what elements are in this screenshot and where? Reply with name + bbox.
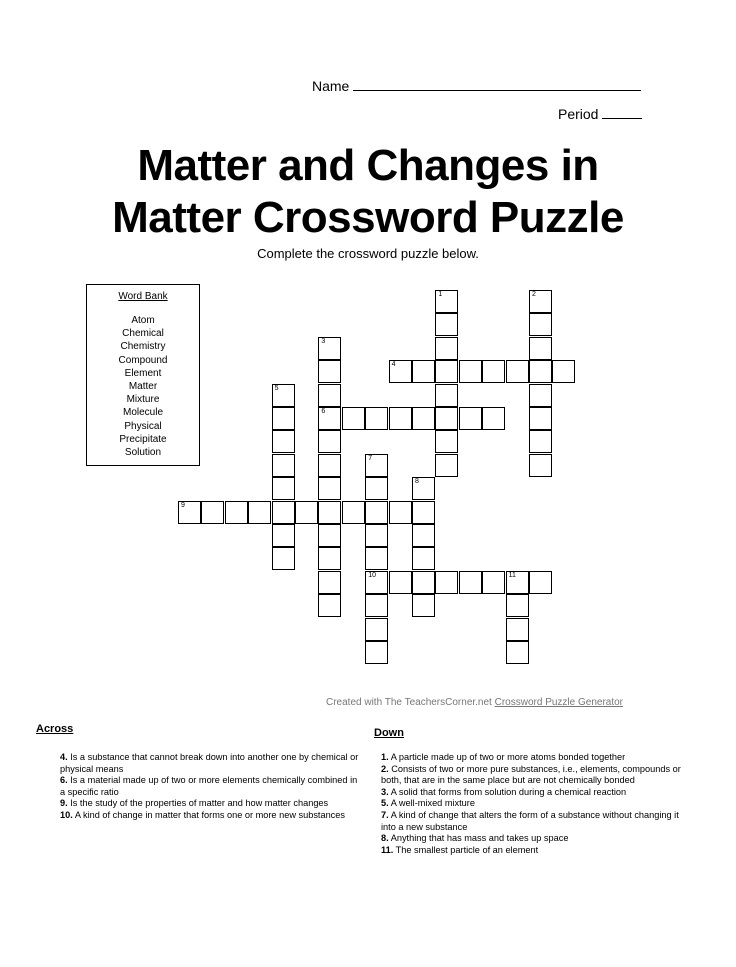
crossword-cell[interactable] <box>365 524 388 547</box>
clue-number-label: 9 <box>181 501 185 509</box>
crossword-cell[interactable] <box>412 501 435 524</box>
crossword-cell[interactable] <box>529 313 552 336</box>
crossword-cell[interactable] <box>318 360 341 383</box>
word-bank-item: Mixture <box>126 394 160 406</box>
crossword-cell[interactable] <box>272 407 295 430</box>
crossword-cell[interactable] <box>365 594 388 617</box>
crossword-cell[interactable] <box>318 407 341 430</box>
clue-text: A particle made up of two or more atoms bonded together <box>390 752 626 762</box>
crossword-cell[interactable] <box>435 454 458 477</box>
word-bank-item: Compound <box>118 354 168 366</box>
crossword-cell[interactable] <box>506 618 529 641</box>
crossword-cell[interactable] <box>365 547 388 570</box>
clue-number: 8. <box>381 833 389 844</box>
crossword-cell[interactable] <box>272 501 295 524</box>
clue-number: 4. <box>60 752 68 762</box>
crossword-cell[interactable] <box>365 477 388 500</box>
clue-number: 2. <box>381 763 389 774</box>
crossword-cell[interactable] <box>529 407 552 430</box>
crossword-cell[interactable] <box>435 571 458 594</box>
clue-number-label: 5 <box>274 384 279 392</box>
crossword-cell[interactable] <box>412 547 435 570</box>
crossword-cell[interactable] <box>342 407 365 430</box>
clue-text: A kind of change in matter that forms one or more new substances <box>74 809 345 820</box>
crossword-cell[interactable] <box>435 337 458 360</box>
crossword-cell[interactable] <box>318 501 341 524</box>
crossword-cell[interactable] <box>412 594 435 617</box>
crossword-cell[interactable] <box>435 313 458 336</box>
clue-item <box>60 810 360 822</box>
credit-line <box>326 697 623 708</box>
clue-text: Is a material made up of two or more elements chemically combined in a specific ratio <box>60 775 358 797</box>
crossword-cell[interactable] <box>435 360 458 383</box>
crossword-cell[interactable] <box>412 524 435 547</box>
crossword-cell[interactable] <box>412 477 435 500</box>
crossword-cell[interactable] <box>389 571 412 594</box>
instructions: Complete the crossword puzzle below. <box>257 246 479 261</box>
across-clues <box>60 752 360 822</box>
crossword-cell[interactable] <box>272 477 295 500</box>
clue-number-label: 11 <box>508 571 516 579</box>
clue-text: Anything that has mass and takes up space <box>390 833 569 844</box>
crossword-cell[interactable] <box>482 360 505 383</box>
clue-text: Consists of two or more pure substances, i.e., elements, compounds or both, that are in the same place but are not chemically bonded <box>381 763 681 786</box>
crossword-cell[interactable] <box>365 618 388 641</box>
word-bank-item: Element <box>124 367 162 379</box>
crossword-cell[interactable] <box>389 501 412 524</box>
crossword-cell[interactable] <box>248 501 271 524</box>
clue-number-label: 1 <box>438 291 443 298</box>
crossword-cell[interactable] <box>459 407 482 430</box>
clue-item <box>381 752 681 764</box>
crossword-cell[interactable] <box>529 571 552 594</box>
crossword-cell[interactable] <box>506 641 529 664</box>
crossword-cell[interactable] <box>295 501 318 524</box>
crossword-cell[interactable] <box>318 524 341 547</box>
crossword-cell[interactable] <box>318 477 341 500</box>
crossword-cell[interactable] <box>435 290 458 313</box>
crossword-cell[interactable] <box>389 407 412 430</box>
clue-number-label: 6 <box>321 408 326 415</box>
clue-item <box>381 810 681 833</box>
crossword-cell[interactable] <box>318 547 341 570</box>
clue-item <box>381 764 681 787</box>
crossword-cell[interactable] <box>342 501 365 524</box>
crossword-cell[interactable] <box>365 641 388 664</box>
crossword-cell[interactable] <box>529 454 552 477</box>
crossword-cell[interactable] <box>318 594 341 617</box>
word-bank-title: Word Bank <box>118 291 168 302</box>
word-bank-item: Matter <box>128 381 158 393</box>
crossword-cell[interactable] <box>412 571 435 594</box>
clue-number-label: 3 <box>321 337 326 345</box>
crossword-cell[interactable] <box>272 454 295 477</box>
crossword-cell[interactable] <box>552 360 575 383</box>
word-bank-item: Molecule <box>122 407 164 419</box>
word-bank-item: Solution <box>124 447 162 459</box>
crossword-cell[interactable] <box>318 384 341 407</box>
crossword-cell[interactable] <box>201 501 224 524</box>
clue-text: Is the study of the properties of matter and how matter changes <box>70 798 329 809</box>
clue-text: A well-mixed mixture <box>390 798 475 809</box>
clue-number-label: 7 <box>368 454 373 462</box>
clue-text: Is a substance that cannot break down into another one by chemical or physical means <box>60 752 359 774</box>
crossword-cell[interactable] <box>318 571 341 594</box>
crossword-cell[interactable] <box>529 430 552 453</box>
title-line-2: Matter Crossword Puzzle <box>112 193 624 242</box>
crossword-cell[interactable] <box>389 360 412 383</box>
crossword-cell[interactable] <box>272 547 295 570</box>
across-heading: Across <box>36 723 74 735</box>
clue-number: 5. <box>381 798 389 809</box>
crossword-cell[interactable] <box>365 454 388 477</box>
crossword-cell[interactable] <box>482 571 505 594</box>
crossword-cell[interactable] <box>459 571 482 594</box>
clue-text: The smallest particle of an element <box>395 844 539 855</box>
crossword-cell[interactable] <box>272 524 295 547</box>
crossword-cell[interactable] <box>459 360 482 383</box>
down-clues <box>381 752 681 856</box>
crossword-cell[interactable] <box>506 360 529 383</box>
crossword-cell[interactable] <box>529 337 552 360</box>
clue-number-label: 4 <box>391 361 396 369</box>
clue-item <box>381 845 681 857</box>
word-bank-item: Physical <box>124 420 162 432</box>
clue-number: 7. <box>381 809 389 820</box>
clue-number: 3. <box>381 786 389 797</box>
word-bank-item: Atom <box>131 315 155 326</box>
crossword-cell[interactable] <box>318 430 341 453</box>
crossword-cell[interactable] <box>365 501 388 524</box>
clue-number-label: 10 <box>368 571 376 579</box>
clue-item <box>60 752 360 775</box>
clue-number: 1. <box>381 752 389 762</box>
clue-number: 11. <box>381 844 394 855</box>
generator-link[interactable]: Crossword Puzzle Generator <box>494 697 624 708</box>
crossword-cell[interactable] <box>482 407 505 430</box>
word-bank-item: Chemistry <box>120 341 166 353</box>
crossword-cell[interactable] <box>506 571 529 594</box>
crossword-cell[interactable] <box>529 290 552 313</box>
crossword-cell[interactable] <box>412 407 435 430</box>
clue-number: 6. <box>60 775 68 786</box>
crossword-cell[interactable] <box>412 360 435 383</box>
crossword-cell[interactable] <box>272 384 295 407</box>
clue-number: 10. <box>60 809 73 820</box>
crossword-cell[interactable] <box>178 501 201 524</box>
crossword-cell[interactable] <box>529 384 552 407</box>
period-label: Period <box>558 106 599 122</box>
clue-item <box>381 833 681 845</box>
down-heading: Down <box>374 727 404 739</box>
clue-item <box>381 787 681 799</box>
word-bank-item: Precipitate <box>119 433 167 445</box>
clue-item <box>381 798 681 810</box>
clue-text: A kind of change that alters the form of a substance without changing it into a new substance <box>381 809 679 832</box>
name-label: Name <box>312 78 350 94</box>
crossword-cell[interactable] <box>435 407 458 430</box>
clue-number: 9. <box>60 798 68 809</box>
crossword-cell[interactable] <box>225 501 248 524</box>
crossword-cell[interactable] <box>318 337 341 360</box>
credit-text: Created with The TeachersCorner.net <box>326 697 492 708</box>
crossword-cell[interactable] <box>272 430 295 453</box>
crossword-cell[interactable] <box>435 430 458 453</box>
crossword-cell[interactable] <box>506 594 529 617</box>
clue-item <box>60 775 360 798</box>
title-line-1: Matter and Changes in <box>137 141 599 190</box>
clue-item <box>60 798 360 810</box>
crossword-cell[interactable] <box>365 571 388 594</box>
crossword-cell[interactable] <box>318 454 341 477</box>
word-bank-item: Chemical <box>122 328 164 340</box>
clue-number-label: 8 <box>415 478 419 486</box>
crossword-cell[interactable] <box>435 384 458 407</box>
crossword-cell[interactable] <box>529 360 552 383</box>
crossword-cell[interactable] <box>365 407 388 430</box>
clue-number-label: 2 <box>532 291 536 298</box>
clue-text: A solid that forms from solution during a chemical reaction <box>390 786 627 797</box>
